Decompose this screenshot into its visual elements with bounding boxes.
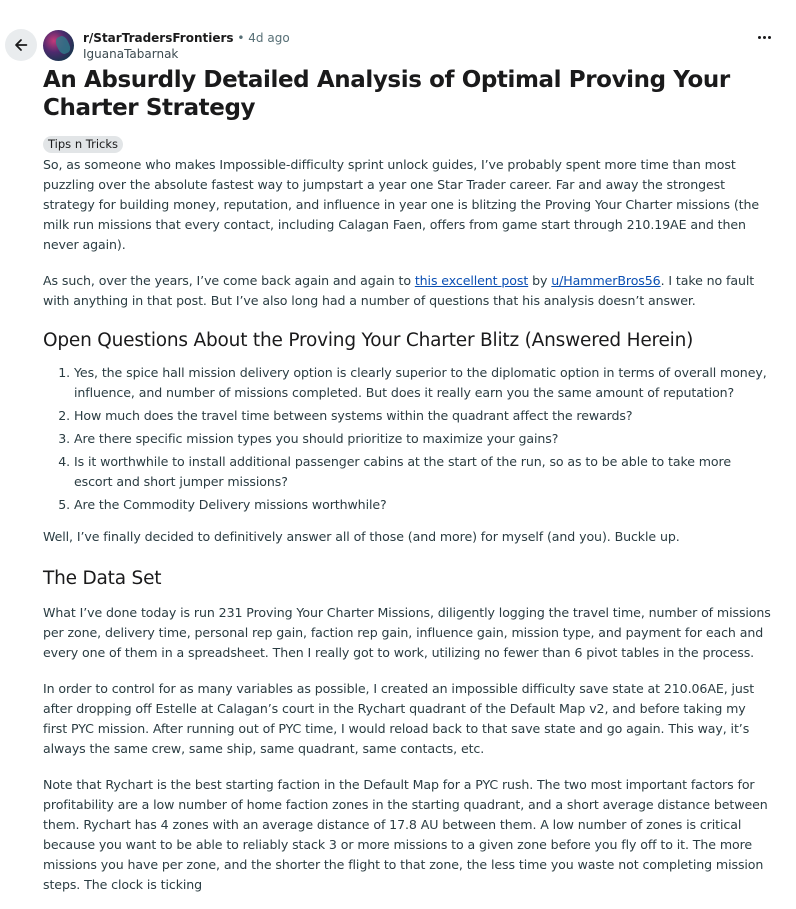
list-item: 2. How much does the travel time between systems within the quadrant affect the rewards? [74, 406, 773, 426]
post-time: 4d ago [248, 31, 290, 45]
text-segment: by [528, 273, 552, 288]
post-content [43, 66, 773, 895]
subreddit-avatar[interactable] [43, 30, 74, 61]
list-item: 5. Are the Commodity Delivery missions worthwhile? [74, 495, 773, 515]
subreddit-link[interactable]: r/StarTradersFrontiers [83, 31, 234, 45]
questions-list [43, 363, 773, 515]
author-link[interactable]: IguanaTabarnak [83, 47, 179, 61]
arrow-left-icon [12, 36, 30, 54]
meta-separator: • [237, 31, 245, 45]
paragraph-data: What I’ve done today is run 231 Proving Your Charter Missions, diligently logging the travel time, number of missions per zone, delivery time, personal rep gain, faction rep gain, influence gain, mission type, and payment for each and every one of them in a spreadsheet. Then I really got to work, utilizing no fewer than 6 pivot tables in the process. [43, 605, 771, 660]
post-link[interactable]: this excellent post [414, 273, 529, 288]
user-link[interactable]: u/HammerBros56 [551, 273, 661, 288]
section-heading-data-set: The Data Set [43, 568, 162, 589]
section-heading-questions: Open Questions About the Proving Your Charter Blitz (Answered Herein) [43, 330, 694, 351]
paragraph-method: In order to control for as many variables as possible, I created an impossible difficulty save state at 210.06AE, just after dropping off Estelle at Calagan’s court in the Rychart quadrant of the Default Map v2, and before taking my first PYC mission. After running out of PYC time, I would reload back to that save state and go again. This way, it’s always the same crew, same ship, same quadrant, same contacts, etc. [43, 681, 755, 756]
back-button[interactable] [5, 29, 37, 61]
post-meta [83, 30, 290, 62]
text-segment: . I take no fault with anything in that post. But I’ve also long had a number of questions that his analysis doesn’t answer. [43, 273, 755, 308]
paragraph-rychart: Note that Rychart is the best starting faction in the Default Map for a PYC rush. The two most important factors for profitability are a low number of home faction zones in the starting quadrant, and a short average distance between them. Rychart has 4 zones with an average distance of 17.8 AU between them. A low number of zones is critical because you want to be able to reliably stack 3 or more missions to a given zone before you fly off to it. The more missions you have per zone, and the shorter the flight to that zone, the less time you waste not completing mission steps. The clock is ticking [43, 777, 768, 892]
paragraph-reference [43, 271, 773, 311]
post-title: An Absurdly Detailed Analysis of Optimal Proving Your Charter Strategy [43, 67, 730, 121]
list-item: 3. Are there specific mission types you should prioritize to maximize your gains? [74, 429, 773, 449]
paragraph-intro: So, as someone who makes Impossible-difficulty sprint unlock guides, I’ve probably spent more time than most puzzling over the absolute fastest way to jumpstart a year one Star Trader career. Far and away the strongest strategy for building money, reputation, and influence in year one is blitzing the Proving Your Charter missions (the milk run missions that every contact, including Calagan Faen, offers from game start through 210.19AE and then never again). [43, 157, 759, 252]
post-flair[interactable]: Tips n Tricks [43, 136, 123, 153]
paragraph-buckle: Well, I’ve finally decided to definitively answer all of those (and more) for myself (and you). Buckle up. [43, 529, 680, 544]
list-item: 4. Is it worthwhile to install additional passenger cabins at the start of the run, so as to be able to take more escort and short jumper missions? [74, 452, 773, 492]
text-segment: As such, over the years, I’ve come back again and again to [43, 273, 415, 288]
list-item: 1. Yes, the spice hall mission delivery option is clearly superior to the diplomatic option in terms of overall money, influence, and number of missions completed. But does it really earn you the same amount of reputation? [74, 363, 773, 403]
more-options-icon[interactable] [758, 36, 771, 39]
